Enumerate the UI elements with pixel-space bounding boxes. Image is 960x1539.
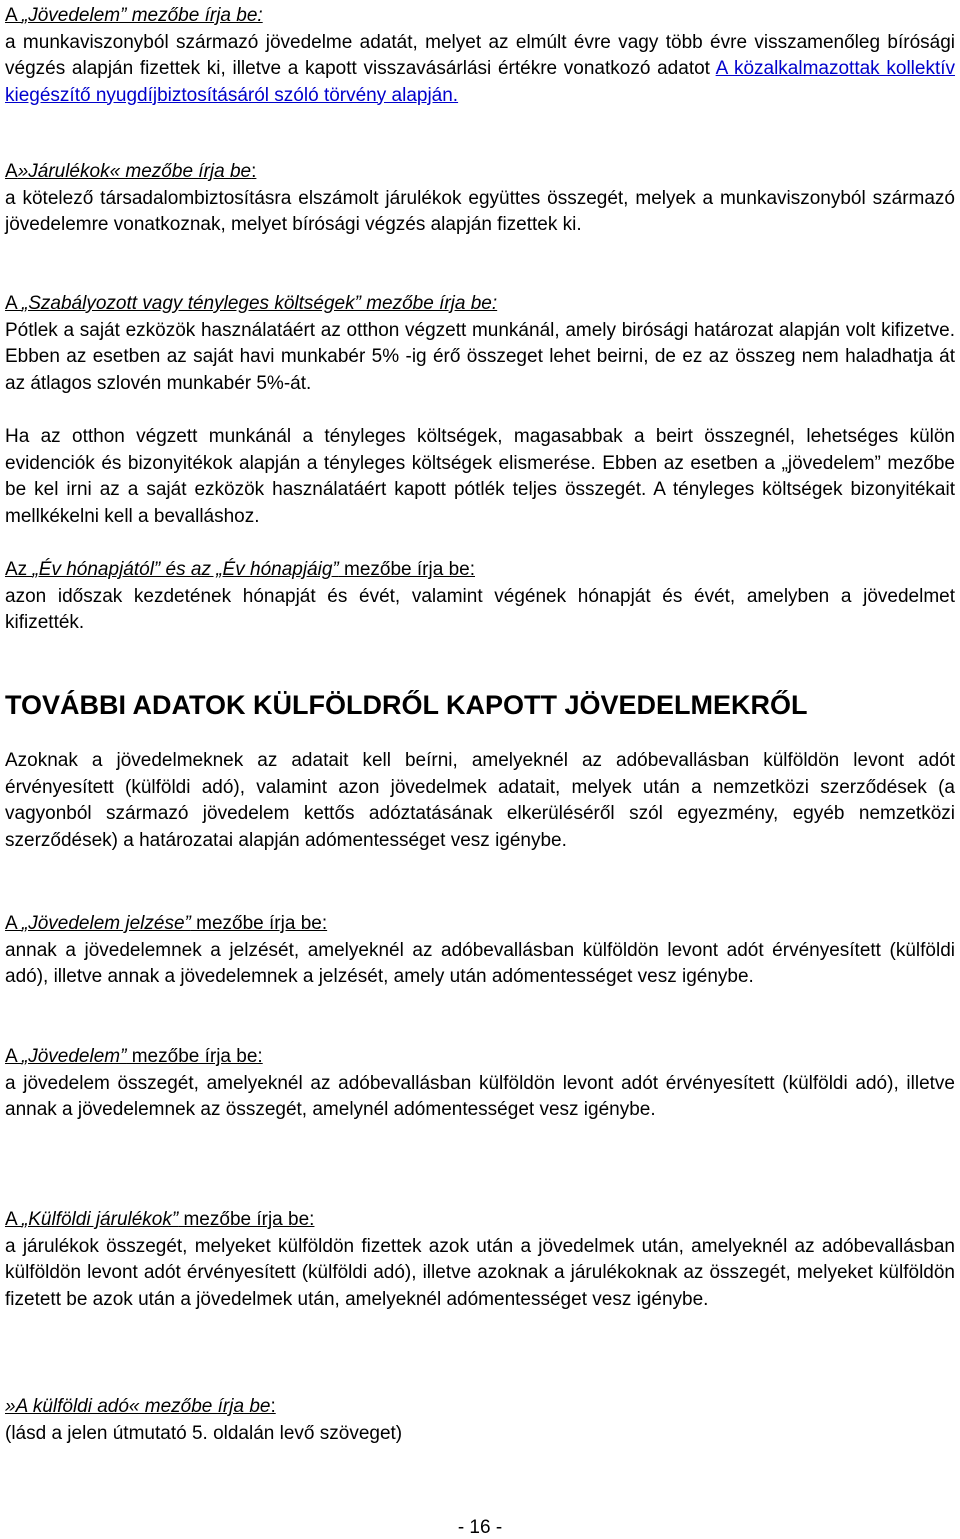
law-link[interactable]: A közalkalmazottak kollektív kiegészítő nyugdíjbiztosításáról szóló törvény alapján. xyxy=(5,58,956,106)
section-income xyxy=(5,3,955,109)
section-body: (lásd a jelen útmutató 5. oldalán levő szöveget) xyxy=(5,1422,403,1444)
section-body: Ha az otthon végzett munkánál a tényleges költségek, magasabbak a beirt összegnél, lehetséges külön evidenciók és bizonyitékok alapján a tényleges költségek elismerése. Ebben az esetben a „jövedelem” mezőbe be kel irni az a saját ezközök használatáért kapott pótlék teljes összegét. A tényleges költségek bizonyitékait mellkékelni kell a bevalláshoz. xyxy=(5,426,955,527)
section-heading: »A külföldi adó« mezőbe írja be: xyxy=(5,1396,276,1417)
section-income-label xyxy=(5,911,955,991)
section-foreign-contributions xyxy=(5,1207,955,1313)
section-body: azon időszak kezdetének hónapját és évét, valamint végének hónapját és évét, amelyben a jövedelmet kifizették. xyxy=(5,585,955,633)
section-heading: Az „Év hónapjától” és az „Év hónapjáig” mezőbe írja be: xyxy=(5,559,475,580)
section-contributions xyxy=(5,159,955,239)
section-heading: A „Jövedelem jelzése” mezőbe írja be: xyxy=(5,913,328,934)
section-heading: A „Külföldi járulékok” mezőbe írja be: xyxy=(5,1209,315,1230)
page-title: TOVÁBBI ADATOK KÜLFÖLDRŐL KAPOTT JÖVEDELMEKRŐL xyxy=(5,690,808,720)
section-heading: A „Jövedelem” mezőbe írja be: xyxy=(5,1046,263,1067)
section-period xyxy=(5,557,955,637)
section-title xyxy=(5,688,955,722)
section-body: a munkaviszonyból származó jövedelme adatát, melyet az elmúlt évre vagy több évre visszamenőleg bírósági végzés alapján fizettek ki, illetve a kapott visszavásárlási értékre vonatkozó adatot A közalkalmazottak kollektív kiegészítő nyugdíjbiztosításáról szóló törvény alapján. xyxy=(5,31,956,106)
section-body: Pótlek a saját ezközök használatáért az otthon végzett munkánál, amely birósági határozat alapján volt kifizetve. Ebben az esetben az saját havi munkabér 5% -ig érő összeget lehet beirni, de ez az összeg nem haladhatja át az átlagos szlovén munkabér 5%-át. xyxy=(5,319,955,394)
page-number: - 16 - xyxy=(457,1517,503,1538)
section-foreign-tax xyxy=(5,1394,955,1447)
section-intro xyxy=(5,748,955,854)
section-body: a járulékok összegét, melyeket külföldön fizettek azok után a jövedelmek után, amelyeknél az adóbevallásban külföldön levont adót érvényesített (külföldi adó), illetve azoknak a járulékoknak az összegét, melyeket külföldön fizetett be azok után a jövedelmek után, amelyeknél adómentességet vesz igénybe. xyxy=(5,1235,955,1310)
section-body: a kötelező társadalombiztosításra elszámolt járulékok együttes összegét, melyek a munkaviszonyból származó jövedelemre vonatkoznak, melyet bírósági végzés alapján fizettek ki. xyxy=(5,187,955,235)
intro-text: Azoknak a jövedelmeknek az adatait kell beírni, amelyeknél az adóbevallásban külföldön levont adót érvényesített (külföldi adó), valamint azon jövedelmek adatait, melyek után a nemzetközi szerződések (a vagyonból származó jövedelem kettős adóztatásának elkerüléséről szól egyezmény, egyéb nemzetközi szerződések) a határozatai alapján adómentességet vesz igénybe. xyxy=(5,750,955,851)
section-heading: A „Jövedelem” mezőbe írja be: xyxy=(5,5,263,26)
section-costs xyxy=(5,291,955,397)
section-heading: A»Járulékok« mezőbe írja be: xyxy=(5,161,257,182)
section-heading: A „Szabályozott vagy tényleges költségek” mezőbe írja be: xyxy=(5,293,498,314)
section-costs-extra xyxy=(5,424,955,530)
section-body: annak a jövedelemnek a jelzését, amelyeknél az adóbevallásban külföldön levont adót érvényesített (külföldi adó), illetve annak a jövedelemnek a jelzését, amely után adómentességet vesz igénybe. xyxy=(5,939,955,987)
section-foreign-income xyxy=(5,1044,955,1124)
section-body: a jövedelem összegét, amelyeknél az adóbevallásban külföldön levont adót érvényesített (külföldi adó), illetve annak a jövedelemnek az összegét, amelynél adómentességet vesz igénybe. xyxy=(5,1072,955,1120)
